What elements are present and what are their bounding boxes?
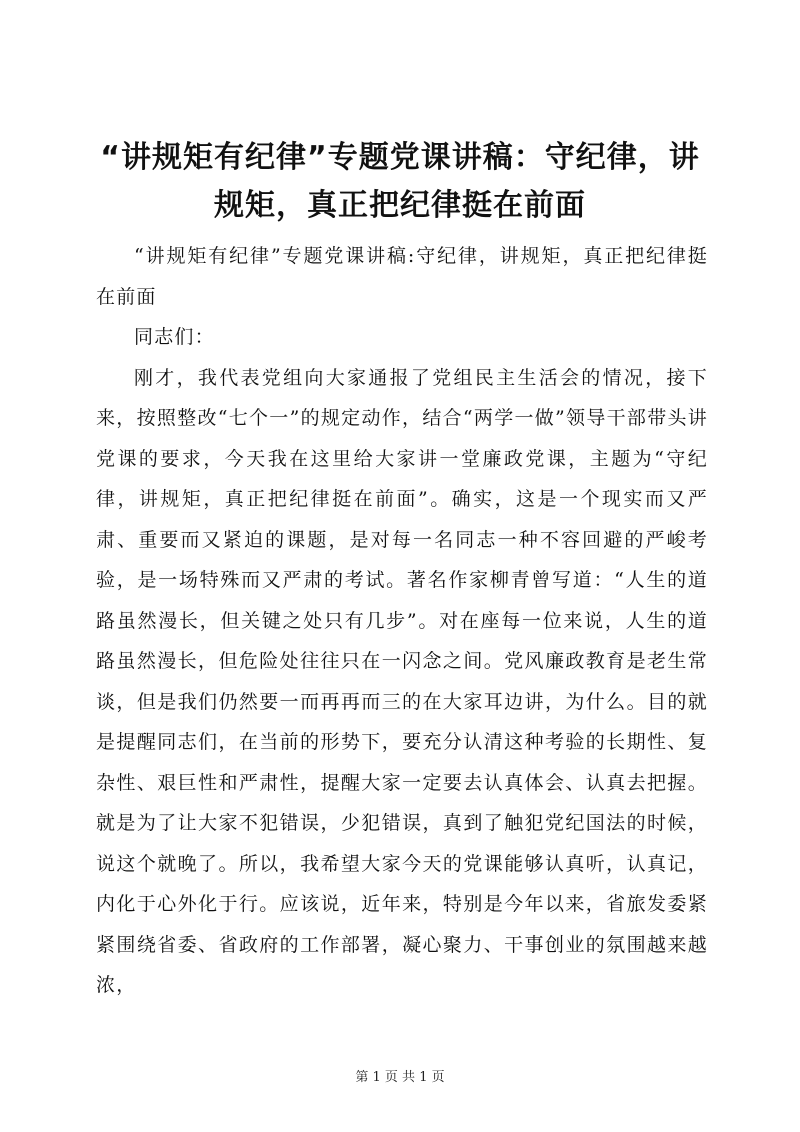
body-paragraph: 刚才，我代表党组向大家通报了党组民主生活会的情况，接下来，按照整改“七个一”的规定动作，结合“两学一做”领导干部带头讲党课的要求，今天我在这里给大家讲一堂廉政党课，主题为“守纪律，讲规矩，真正把纪律挺在前面”。确实，这是一个现实而又严肃、重要而又紧迫的课题，是对每一名同志一种不容回避的严峻考验，是一场特殊而又严肃的考试。著名作家柳青曾写道：“人生的道路虽然漫长，但关键之处只有几步”。对在座每一位来说，人生的道路虽然漫长，但危险处往往只在一闪念之间。党风廉政教育是老生常谈，但是我们仍然要一而再再而三的在大家耳边讲，为什么。目的就是提醒同志们，在当前的形势下，要充分认清这种考验的长期性、复杂性、艰巨性和严肃性，提醒大家一定要去认真体会、认真去把握。就是为了让大家不犯错误，少犯错误，真到了触犯党纪国法的时候，说这个就晚了。所以，我希望大家今天的党课能够认真听，认真记，内化于心外化于行。应该说，近年来，特别是今年以来，省旅发委紧紧围绕省委、省政府的工作部署，凝心聚力、干事创业的氛围越来越浓， xyxy=(96,366,708,996)
salutation-paragraph: 同志们： xyxy=(134,326,215,348)
document-body xyxy=(96,236,708,1006)
page-footer: 第 1 页 共 1 页 xyxy=(355,1070,445,1085)
document-title: “讲规矩有纪律”专题党课讲稿：守纪律，讲规矩，真正把纪律挺在前面 xyxy=(100,140,700,223)
subtitle-paragraph: “讲规矩有纪律”专题党课讲稿:守纪律，讲规矩，真正把纪律挺在前面 xyxy=(96,245,708,308)
